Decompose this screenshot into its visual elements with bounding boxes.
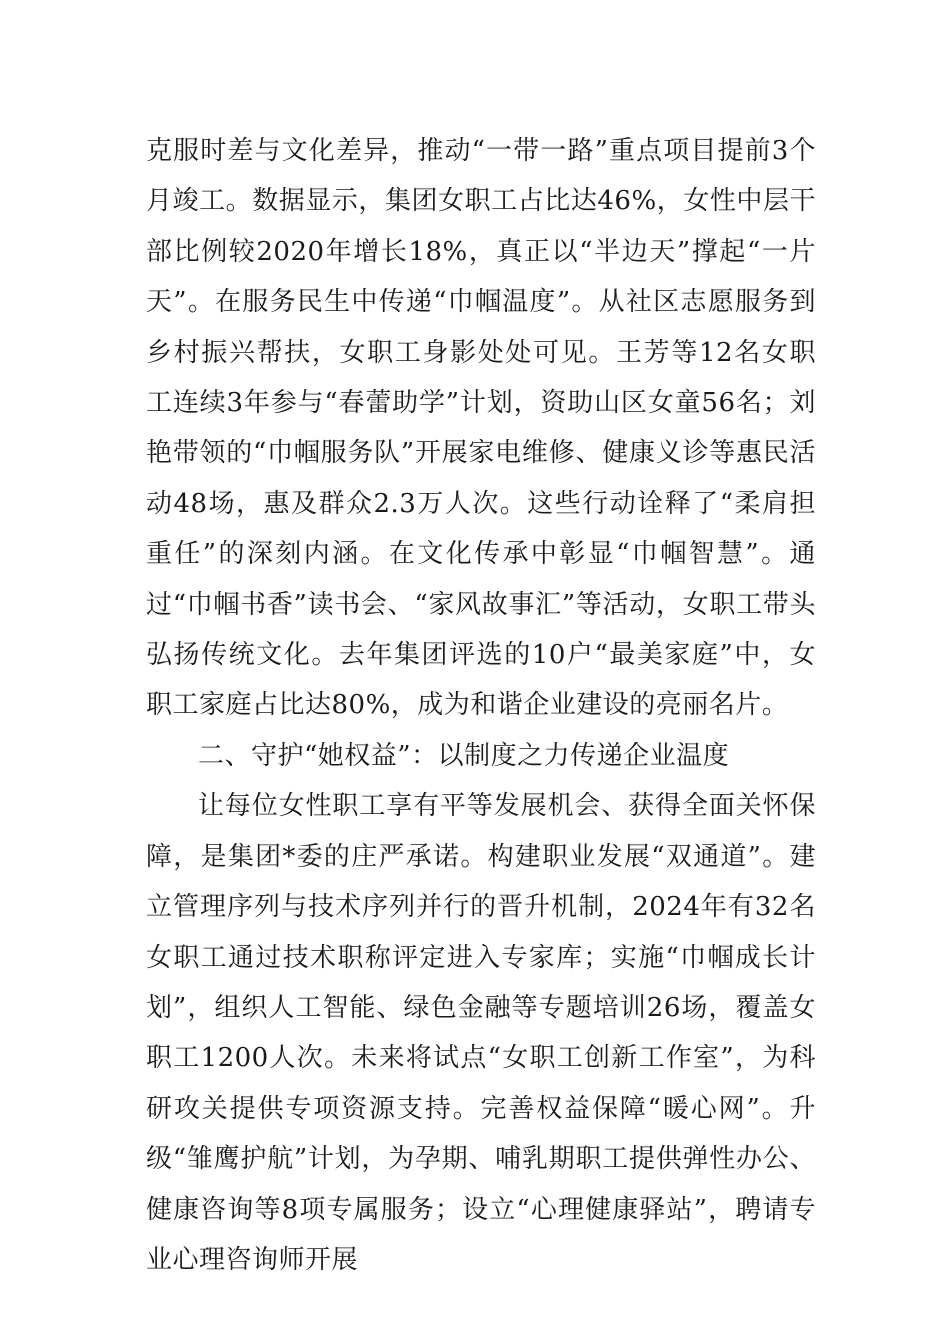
paragraph-continued: 克服时差与文化差异，推动“一带一路”重点项目提前3个月竣工。数据显示，集团女职工占比达46%，女性中层干部比例较2020年增长18%，真正以“半边天”撑起“一片天”。在服务民生中传递“巾帼温度”。从社区志愿服务到乡村振兴帮扶，女职工身影处处可见。王芳等12名女职工连续3年参与“春蕾助学”计划，资助山区女童56名；刘艳带领的“巾帼服务队”开展家电维修、健康义诊等惠民活动48场，惠及群众2.3万人次。这些行动诠释了“柔肩担重任”的深刻内涵。在文化传承中彰显“巾帼智慧”。通过“巾帼书香”读书会、“家风故事汇”等活动，女职工带头弘扬传统文化。去年集团评选的10户“最美家庭”中，女职工家庭占比达80%，成为和谐企业建设的亮丽名片。 [146,136,816,721]
document-body [146,126,816,1285]
paragraph-section-2: 让每位女性职工享有平等发展机会、获得全面关怀保障，是集团*委的庄严承诺。构建职业发展“双通道”。建立管理序列与技术序列并行的晋升机制，2024年有32名女职工通过技术职称评定进入专家库；实施“巾帼成长计划”，组织人工智能、绿色金融等专题培训26场，覆盖女职工1200人次。未来将试点“女职工创新工作室”，为科研攻关提供专项资源支持。完善权益保障“暖心网”。升级“雏鹰护航”计划，为孕期、哺乳期职工提供弹性办公、健康咨询等8项专属服务；设立“心理健康驿站”，聘请专业心理咨询师开展 [146,791,816,1275]
section-heading-2: 二、守护“她权益”：以制度之力传递企业温度 [198,740,730,771]
